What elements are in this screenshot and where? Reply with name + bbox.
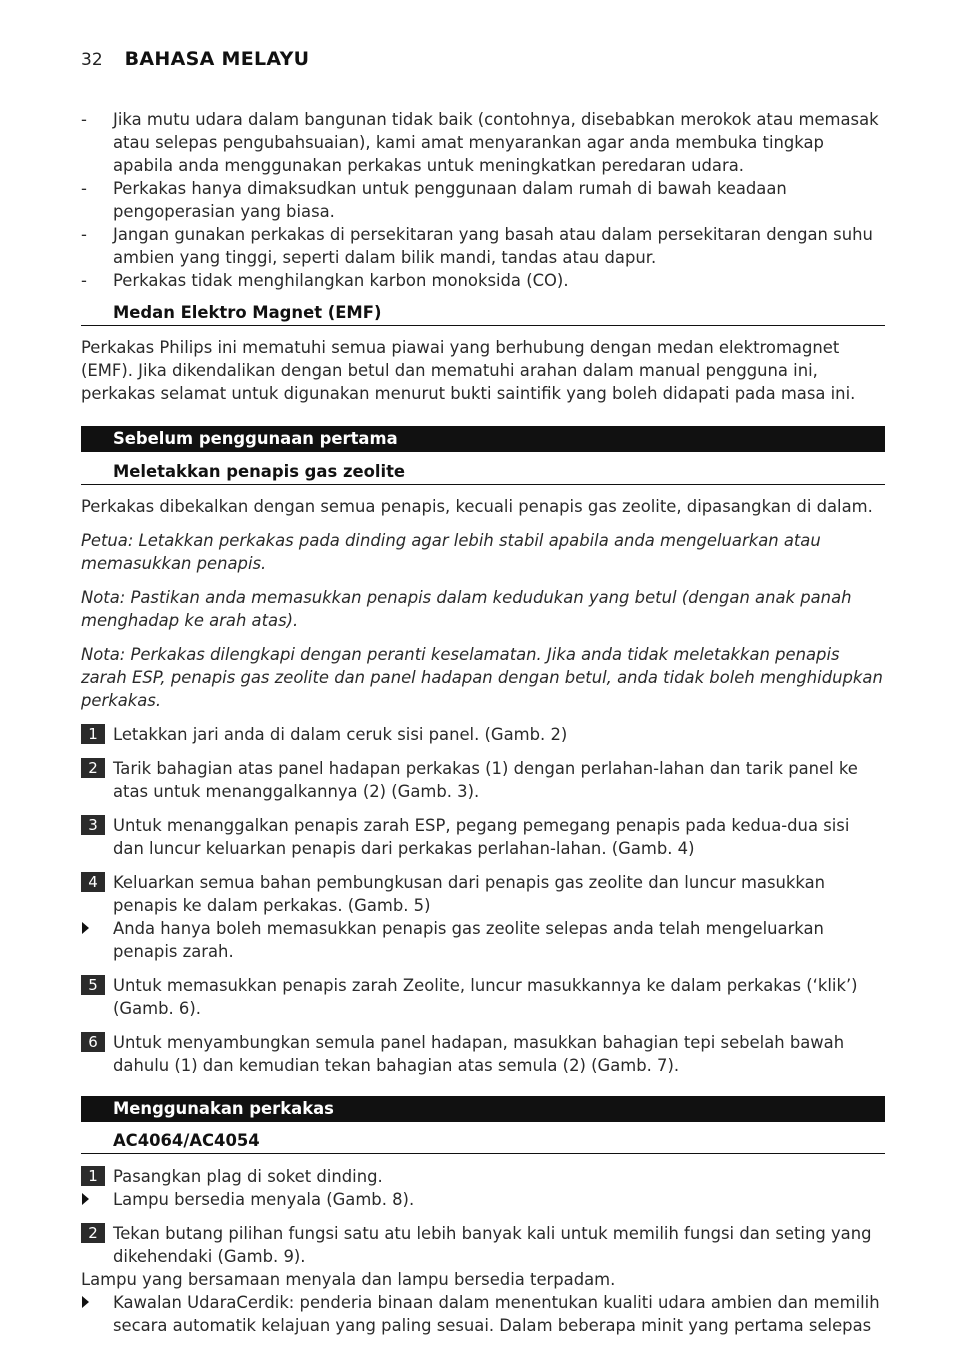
step-item <box>81 757 885 803</box>
step-text: Keluarkan semua bahan pembungkusan dari penapis gas zeolite dan luncur masukkan penapis ke dalam perkakas. (Gamb. 5) <box>113 873 826 915</box>
plain-text: Lampu yang bersamaan menyala dan lampu bersedia terpadam. <box>81 1270 616 1289</box>
intro-bullet-list <box>81 108 885 292</box>
arrow-bullet-icon <box>81 1291 113 1337</box>
list-item <box>81 177 885 223</box>
step-item <box>81 1031 885 1077</box>
note-text: Nota: Perkakas dilengkapi dengan peranti keselamatan. Jika anda tidak meletakkan penapis zarah ESP, penapis gas zeolite dan panel hadapan dengan betul, anda tidak boleh menghidupkan perkakas. <box>81 645 883 710</box>
step-item <box>81 974 885 1020</box>
note-text: Nota: Pastikan anda memasukkan penapis dalam kedudukan yang betul (dengan anak panah menghadap ke arah atas). <box>81 588 852 630</box>
list-item <box>81 108 885 177</box>
step-result <box>81 1188 885 1211</box>
page-number: 32 <box>81 50 103 70</box>
step-result <box>81 1291 885 1337</box>
dash-marker: - <box>81 110 87 129</box>
dash-marker: - <box>81 271 87 290</box>
step-text: Letakkan jari anda di dalam ceruk sisi panel. (Gamb. 2) <box>113 725 568 744</box>
zeolite-subheading: Meletakkan penapis gas zeolite <box>81 460 885 485</box>
section-band-before-first-use: Sebelum penggunaan pertama <box>81 426 885 452</box>
arrow-bullet-icon <box>81 917 113 963</box>
step-number: 1 <box>81 724 105 744</box>
list-item <box>81 223 885 269</box>
dash-marker: - <box>81 225 87 244</box>
emf-paragraph: Perkakas Philips ini mematuhi semua piawai yang berhubung dengan medan elektromagnet (EMF). Jika dikendalikan dengan betul dan mematuhi arahan dalam manual pengguna ini, perkakas selamat untuk digunakan menurut bukti saintifik yang boleh didapati pada masa ini. <box>81 338 856 403</box>
step-text: Tekan butang pilihan fungsi satu atu lebih banyak kali untuk memilih fungsi dan seting yang dikehendaki (Gamb. 9). <box>113 1224 872 1266</box>
step-text: Untuk memasukkan penapis zarah Zeolite, luncur masukkannya ke dalam perkakas (‘klik’) (Gamb. 6). <box>113 976 858 1018</box>
result-text: Lampu bersedia menyala (Gamb. 8). <box>113 1190 415 1209</box>
step-item <box>81 1165 885 1188</box>
step-number: 6 <box>81 1032 105 1052</box>
model-subheading: AC4064/AC4054 <box>81 1129 885 1154</box>
result-text: Anda hanya boleh memasukkan penapis gas zeolite selepas anda telah mengeluarkan penapis zarah. <box>113 919 824 961</box>
page-content <box>81 108 885 1337</box>
list-item-text: Jika mutu udara dalam bangunan tidak baik (contohnya, disebabkan merokok atau memasak atau selepas pengubahsuaian), kami amat menyarankan agar anda membuka tingkap apabila anda menggunakan perkakas untuk meningkatkan peredaran udara. <box>113 110 879 175</box>
step-result <box>81 917 885 963</box>
step-number: 4 <box>81 872 105 892</box>
step-text: Untuk menyambungkan semula panel hadapan, masukkan bahagian tepi sebelah bawah dahulu (1) dan kemudian tekan bahagian atas semula (2) (Gamb. 7). <box>113 1033 845 1075</box>
language-title: BAHASA MELAYU <box>124 48 310 70</box>
dash-marker: - <box>81 179 87 198</box>
step-number: 1 <box>81 1166 105 1186</box>
intro-paragraph: Perkakas dibekalkan dengan semua penapis, kecuali penapis gas zeolite, dipasangkan di dalam. <box>81 497 873 516</box>
step-number: 5 <box>81 975 105 995</box>
step-item <box>81 1222 885 1268</box>
section-band-using: Menggunakan perkakas <box>81 1096 885 1122</box>
arrow-bullet-icon <box>81 1188 113 1211</box>
result-text: Kawalan UdaraCerdik: penderia binaan dalam menentukan kualiti udara ambien dan memilih secara automatik kelajuan yang paling sesuai. Dalam beberapa minit yang pertama selepas <box>113 1293 880 1335</box>
list-item-text: Perkakas hanya dimaksudkan untuk penggunaan dalam rumah di bawah keadaan pengoperasian yang biasa. <box>113 179 787 221</box>
step-number: 2 <box>81 1223 105 1243</box>
emf-heading: Medan Elektro Magnet (EMF) <box>81 301 885 326</box>
step-item <box>81 814 885 860</box>
step-item <box>81 723 885 746</box>
step-text: Tarik bahagian atas panel hadapan perkakas (1) dengan perlahan-lahan dan tarik panel ke atas untuk menanggalkannya (2) (Gamb. 3). <box>113 759 858 801</box>
step-item <box>81 871 885 917</box>
list-item-text: Jangan gunakan perkakas di persekitaran yang basah atau dalam persekitaran dengan suhu ambien yang tinggi, seperti dalam bilik mandi, tandas atau dapur. <box>113 225 873 267</box>
list-item-text: Perkakas tidak menghilangkan karbon monoksida (CO). <box>113 271 569 290</box>
step-text: Pasangkan plag di soket dinding. <box>113 1167 383 1186</box>
step-text: Untuk menanggalkan penapis zarah ESP, pegang pemegang penapis pada kedua-dua sisi dan luncur keluarkan penapis dari perkakas perlahan-lahan. (Gamb. 4) <box>113 816 850 858</box>
list-item <box>81 269 885 292</box>
tip-text: Petua: Letakkan perkakas pada dinding agar lebih stabil apabila anda mengeluarkan atau memasukkan penapis. <box>81 531 821 573</box>
page-header <box>81 48 309 74</box>
step-number: 2 <box>81 758 105 778</box>
step-number: 3 <box>81 815 105 835</box>
